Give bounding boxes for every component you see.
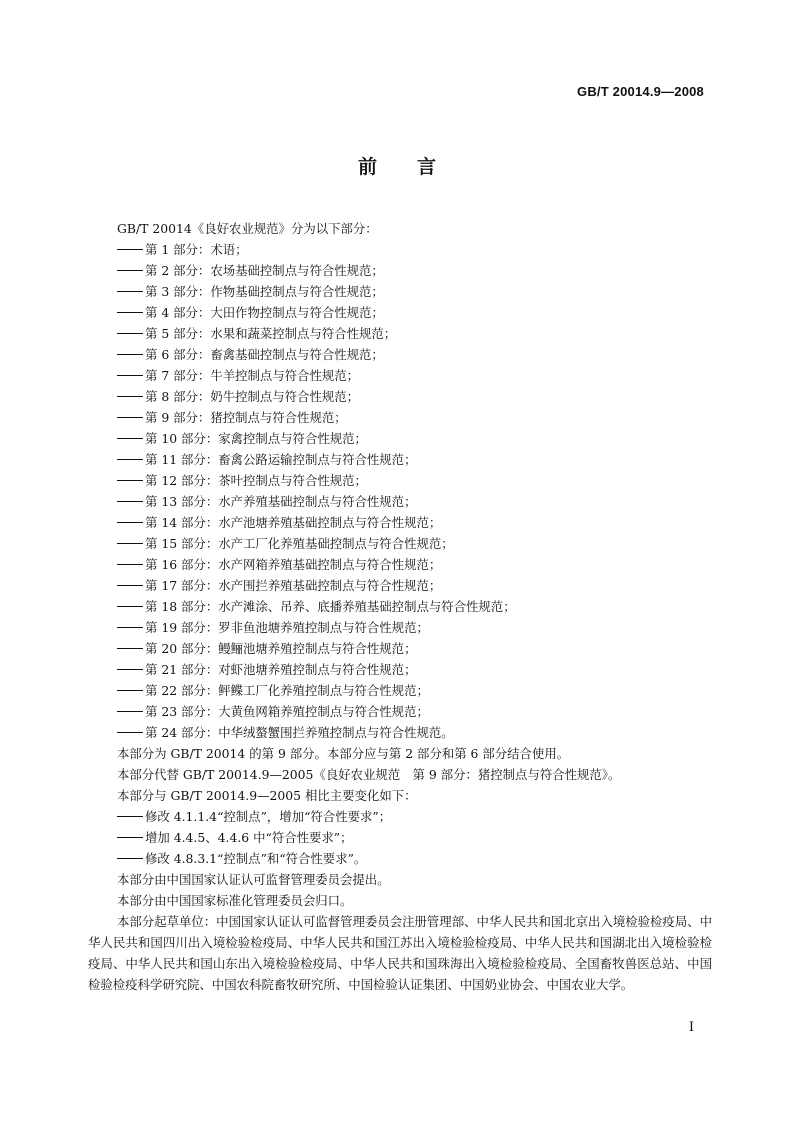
part-item [88, 428, 712, 449]
document-body [88, 218, 712, 995]
part-item-text: 第 20 部分：鳗鲡池塘养殖控制点与符合性规范； [145, 641, 417, 656]
part-item-text: 第 12 部分：茶叶控制点与符合性规范； [145, 473, 367, 488]
dash-mark [117, 711, 143, 712]
part-item-text: 第 22 部分：鲆鲽工厂化养殖控制点与符合性规范； [145, 683, 429, 698]
part-item-text: 第 2 部分：农场基础控制点与符合性规范； [145, 263, 384, 278]
dash-mark [117, 459, 143, 460]
page-title: 前言 [357, 156, 476, 178]
part-item-text: 第 17 部分：水产围拦养殖基础控制点与符合性规范； [145, 578, 442, 593]
part-item-text: 第 15 部分：水产工厂化养殖基础控制点与符合性规范； [145, 536, 454, 551]
part-item-text: 第 24 部分：中华绒螯蟹围拦养殖控制点与符合性规范。 [145, 725, 454, 740]
part-item-text: 第 14 部分：水产池塘养殖基础控制点与符合性规范； [145, 515, 442, 530]
part-item-text: 第 8 部分：奶牛控制点与符合性规范； [145, 389, 360, 404]
dash-mark [117, 417, 143, 418]
part-item [88, 554, 712, 575]
part-item-text: 第 23 部分：大黄鱼网箱养殖控制点与符合性规范； [145, 704, 429, 719]
dash-mark [117, 690, 143, 691]
change-item [88, 827, 712, 848]
dash-mark [117, 375, 143, 376]
part-item [88, 449, 712, 470]
part-item [88, 596, 712, 617]
change-item-text: 增加 4.4.5、4.4.6 中“符合性要求”； [145, 830, 353, 845]
part-item-text: 第 11 部分：畜禽公路运输控制点与符合性规范； [145, 452, 417, 467]
parts-list [88, 239, 712, 743]
change-item-text: 修改 4.8.3.1“控制点”和“符合性要求”。 [145, 851, 367, 866]
part-item-text: 第 9 部分：猪控制点与符合性规范； [145, 410, 347, 425]
dash-mark [117, 606, 143, 607]
dash-mark [117, 480, 143, 481]
part-item [88, 323, 712, 344]
part-item [88, 701, 712, 722]
part-item-text: 第 3 部分：作物基础控制点与符合性规范； [145, 284, 384, 299]
part-item-text: 第 21 部分：对虾池塘养殖控制点与符合性规范； [145, 662, 417, 677]
part-item [88, 407, 712, 428]
centralized-by: 本部分由中国国家标准化管理委员会归口。 [117, 893, 353, 908]
dash-mark [117, 585, 143, 586]
part-item [88, 260, 712, 281]
standard-code-header: GB/T 20014.9—2008 [577, 84, 704, 99]
part-item [88, 239, 712, 260]
part-item [88, 638, 712, 659]
part-item-text: 第 13 部分：水产养殖基础控制点与符合性规范； [145, 494, 417, 509]
statement-part: 本部分为 GB/T 20014 的第 9 部分。本部分应与第 2 部分和第 6 部分结合使用。 [117, 746, 570, 761]
part-item [88, 281, 712, 302]
part-item [88, 512, 712, 533]
statement-replace: 本部分代替 GB/T 20014.9—2005《良好农业规范 第 9 部分：猪控制点与符合性规范》。 [117, 767, 621, 782]
change-item-text: 修改 4.1.1.4“控制点”，增加“符合性要求”； [145, 809, 392, 824]
part-item-text: 第 4 部分：大田作物控制点与符合性规范； [145, 305, 384, 320]
dash-mark [117, 522, 143, 523]
part-item [88, 470, 712, 491]
changes-intro: 本部分与 GB/T 20014.9—2005 相比主要变化如下： [117, 788, 417, 803]
part-item [88, 659, 712, 680]
dash-mark [117, 543, 143, 544]
part-item [88, 302, 712, 323]
dash-mark [117, 627, 143, 628]
dash-mark [117, 354, 143, 355]
dash-mark [117, 291, 143, 292]
part-item-text: 第 7 部分：牛羊控制点与符合性规范； [145, 368, 360, 383]
change-item [88, 848, 712, 869]
dash-mark [117, 396, 143, 397]
part-item-text: 第 10 部分：家禽控制点与符合性规范； [145, 431, 367, 446]
part-item-text: 第 6 部分：畜禽基础控制点与符合性规范； [145, 347, 384, 362]
part-item [88, 533, 712, 554]
change-item [88, 806, 712, 827]
dash-mark [117, 837, 143, 838]
changes-list [88, 806, 712, 869]
page-number: I [688, 1020, 694, 1035]
dash-mark [117, 564, 143, 565]
part-item [88, 680, 712, 701]
part-item [88, 344, 712, 365]
part-item [88, 365, 712, 386]
dash-mark [117, 438, 143, 439]
drafting-units: 本部分起草单位：中国国家认证认可监督管理委员会注册管理部、中华人民共和国北京出入境检验检疫局、中华人民共和国四川出入境检验检疫局、中华人民共和国江苏出入境检验检疫局、中华人民共和国湖北出入境检验检疫局、中华人民共和国山东出入境检验检疫局、中华人民共和国珠海出入境检验检疫局、全国畜牧兽医总站、中国检验检疫科学研究院、中国农科院畜牧研究所、中国检验认证集团、中国奶业协会、中国农业大学。 [88, 914, 712, 992]
dash-mark [117, 312, 143, 313]
part-item [88, 575, 712, 596]
dash-mark [117, 858, 143, 859]
part-item [88, 617, 712, 638]
part-item-text: 第 1 部分：术语； [145, 242, 248, 257]
part-item [88, 722, 712, 743]
dash-mark [117, 249, 143, 250]
dash-mark [117, 816, 143, 817]
part-item-text: 第 5 部分：水果和蔬菜控制点与符合性规范； [145, 326, 397, 341]
dash-mark [117, 732, 143, 733]
proposed-by: 本部分由中国国家认证认可监督管理委员会提出。 [117, 872, 390, 887]
part-item-text: 第 19 部分：罗非鱼池塘养殖控制点与符合性规范； [145, 620, 429, 635]
intro-paragraph: GB/T 20014《良好农业规范》分为以下部分： [117, 221, 378, 236]
dash-mark [117, 501, 143, 502]
part-item [88, 386, 712, 407]
dash-mark [117, 669, 143, 670]
dash-mark [117, 648, 143, 649]
part-item-text: 第 16 部分：水产网箱养殖基础控制点与符合性规范； [145, 557, 442, 572]
dash-mark [117, 270, 143, 271]
dash-mark [117, 333, 143, 334]
part-item-text: 第 18 部分：水产滩涂、吊养、底播养殖基础控制点与符合性规范； [145, 599, 516, 614]
part-item [88, 491, 712, 512]
